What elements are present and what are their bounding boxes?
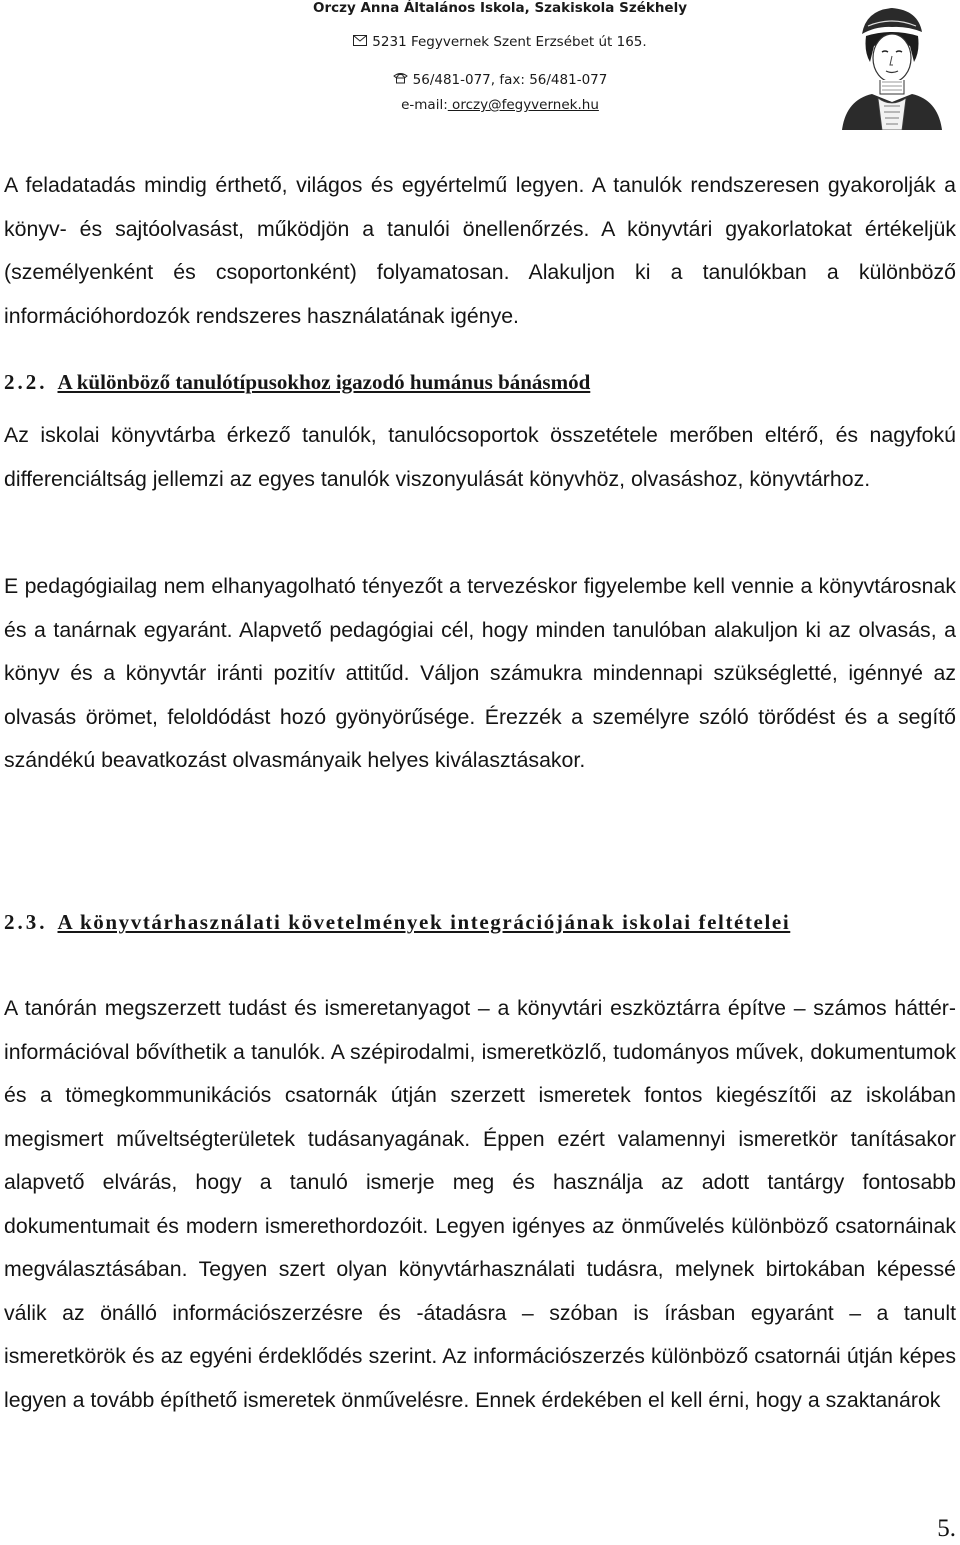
section-2-2-paragraph-1 — [4, 414, 956, 501]
school-address — [300, 34, 700, 50]
school-phone — [300, 72, 700, 88]
section-2-2-paragraph-2 — [4, 565, 956, 783]
section-2-3-paragraph-1 — [4, 987, 956, 1422]
intro-paragraph — [4, 164, 956, 338]
envelope-icon — [353, 35, 367, 50]
phone-text: 56/481-077, fax: 56/481-077 — [412, 72, 608, 88]
section-2-2-heading — [4, 366, 956, 399]
page-number: 5. — [937, 1515, 956, 1542]
email-label: e-mail: — [401, 97, 448, 113]
intro-paragraph-text: A feladatadás mindig érthető, világos és egyértelmű legyen. A tanulók rendszeresen gyakorolják a könyv- és sajtóolvasást, működjön a tanulói önellenőrzés. A könyvtári gyakorlatokat értékeljük (személyenként és csoportonként) folyamatosan. Alakuljon ki a tanulókban a különböző információhordozók rendszeres használatának igénye. — [4, 173, 956, 328]
address-text: 5231 Fegyvernek Szent Erzsébet út 165. — [372, 34, 647, 50]
school-name: Orczy Anna Általános Iskola, Szakiskola Székhely — [312, 0, 688, 16]
portrait-image — [832, 2, 950, 130]
section-2-3-heading — [4, 906, 956, 939]
telephone-icon — [393, 72, 408, 88]
paragraph-text: Az iskolai könyvtárba érkező tanulók, tanulócsoportok összetétele merőben eltérő, és nagyfokú differenciáltság jellemzi az egyes tanulók viszonyulását könyvhöz, olvasáshoz, könyvtárhoz. — [4, 423, 956, 491]
section-title: A könyvtárhasználati követelmények integrációjának iskolai feltételei — [57, 910, 791, 934]
email-link[interactable]: orczy@fegyvernek.hu — [447, 97, 599, 113]
paragraph-text: A tanórán megszerzett tudást és ismeretanyagot – a könyvtári eszköztárra építve – számos háttér-információval bővíthetik a tanulók. A szépirodalmi, ismeretközlő, tudományos művek, dokumentumok és a tömegkommunikációs csatornák útján szerzett ismeretek fontos kiegészítői az iskolában megismert műveltségterületek tudásanyagának. Éppen ezért valamennyi ismeretkör tanításakor alapvető elvárás, hogy a tanuló ismerje meg és használja az adott tantárgy fontosabb dokumentumait és modern ismerethordozóit. Legyen igényes az önművelés különböző csatornáinak megválasztásában. Tegyen szert olyan könyvtárhasználati tudásra, melynek birtokában képessé válik az önálló információszerzésre és -átadásra – szóban is írásban egyaránt – a tanult ismeretkörök és az egyéni érdeklődés szerint. Az információszerzés különböző csatornái útján képes legyen a tovább építhető ismeretek önművelésre. Ennek érdekében el kell érni, hogy a szaktanárok — [4, 996, 956, 1412]
paragraph-text: E pedagógiailag nem elhanyagolható tényezőt a tervezéskor figyelembe kell vennie a könyvtárosnak és a tanárnak egyaránt. Alapvető pedagógiai cél, hogy minden tanulóban alakuljon ki az olvasás, a könyv és a könyvtár iránti pozitív attitűd. Váljon számukra mindennapi szükségletté, igénnyé az olvasás örömet, feloldódást hozó gyönyörűsége. Érezzék a személyre szóló törődést és a segítő szándékú beavatkozást olvasmányaik helyes kiválasztásakor. — [4, 574, 956, 772]
section-number: 2.2. — [4, 370, 48, 394]
section-number: 2.3. — [4, 910, 48, 934]
section-title: A különböző tanulótípusokhoz igazodó humánus bánásmód — [57, 370, 591, 394]
school-email — [300, 97, 700, 113]
